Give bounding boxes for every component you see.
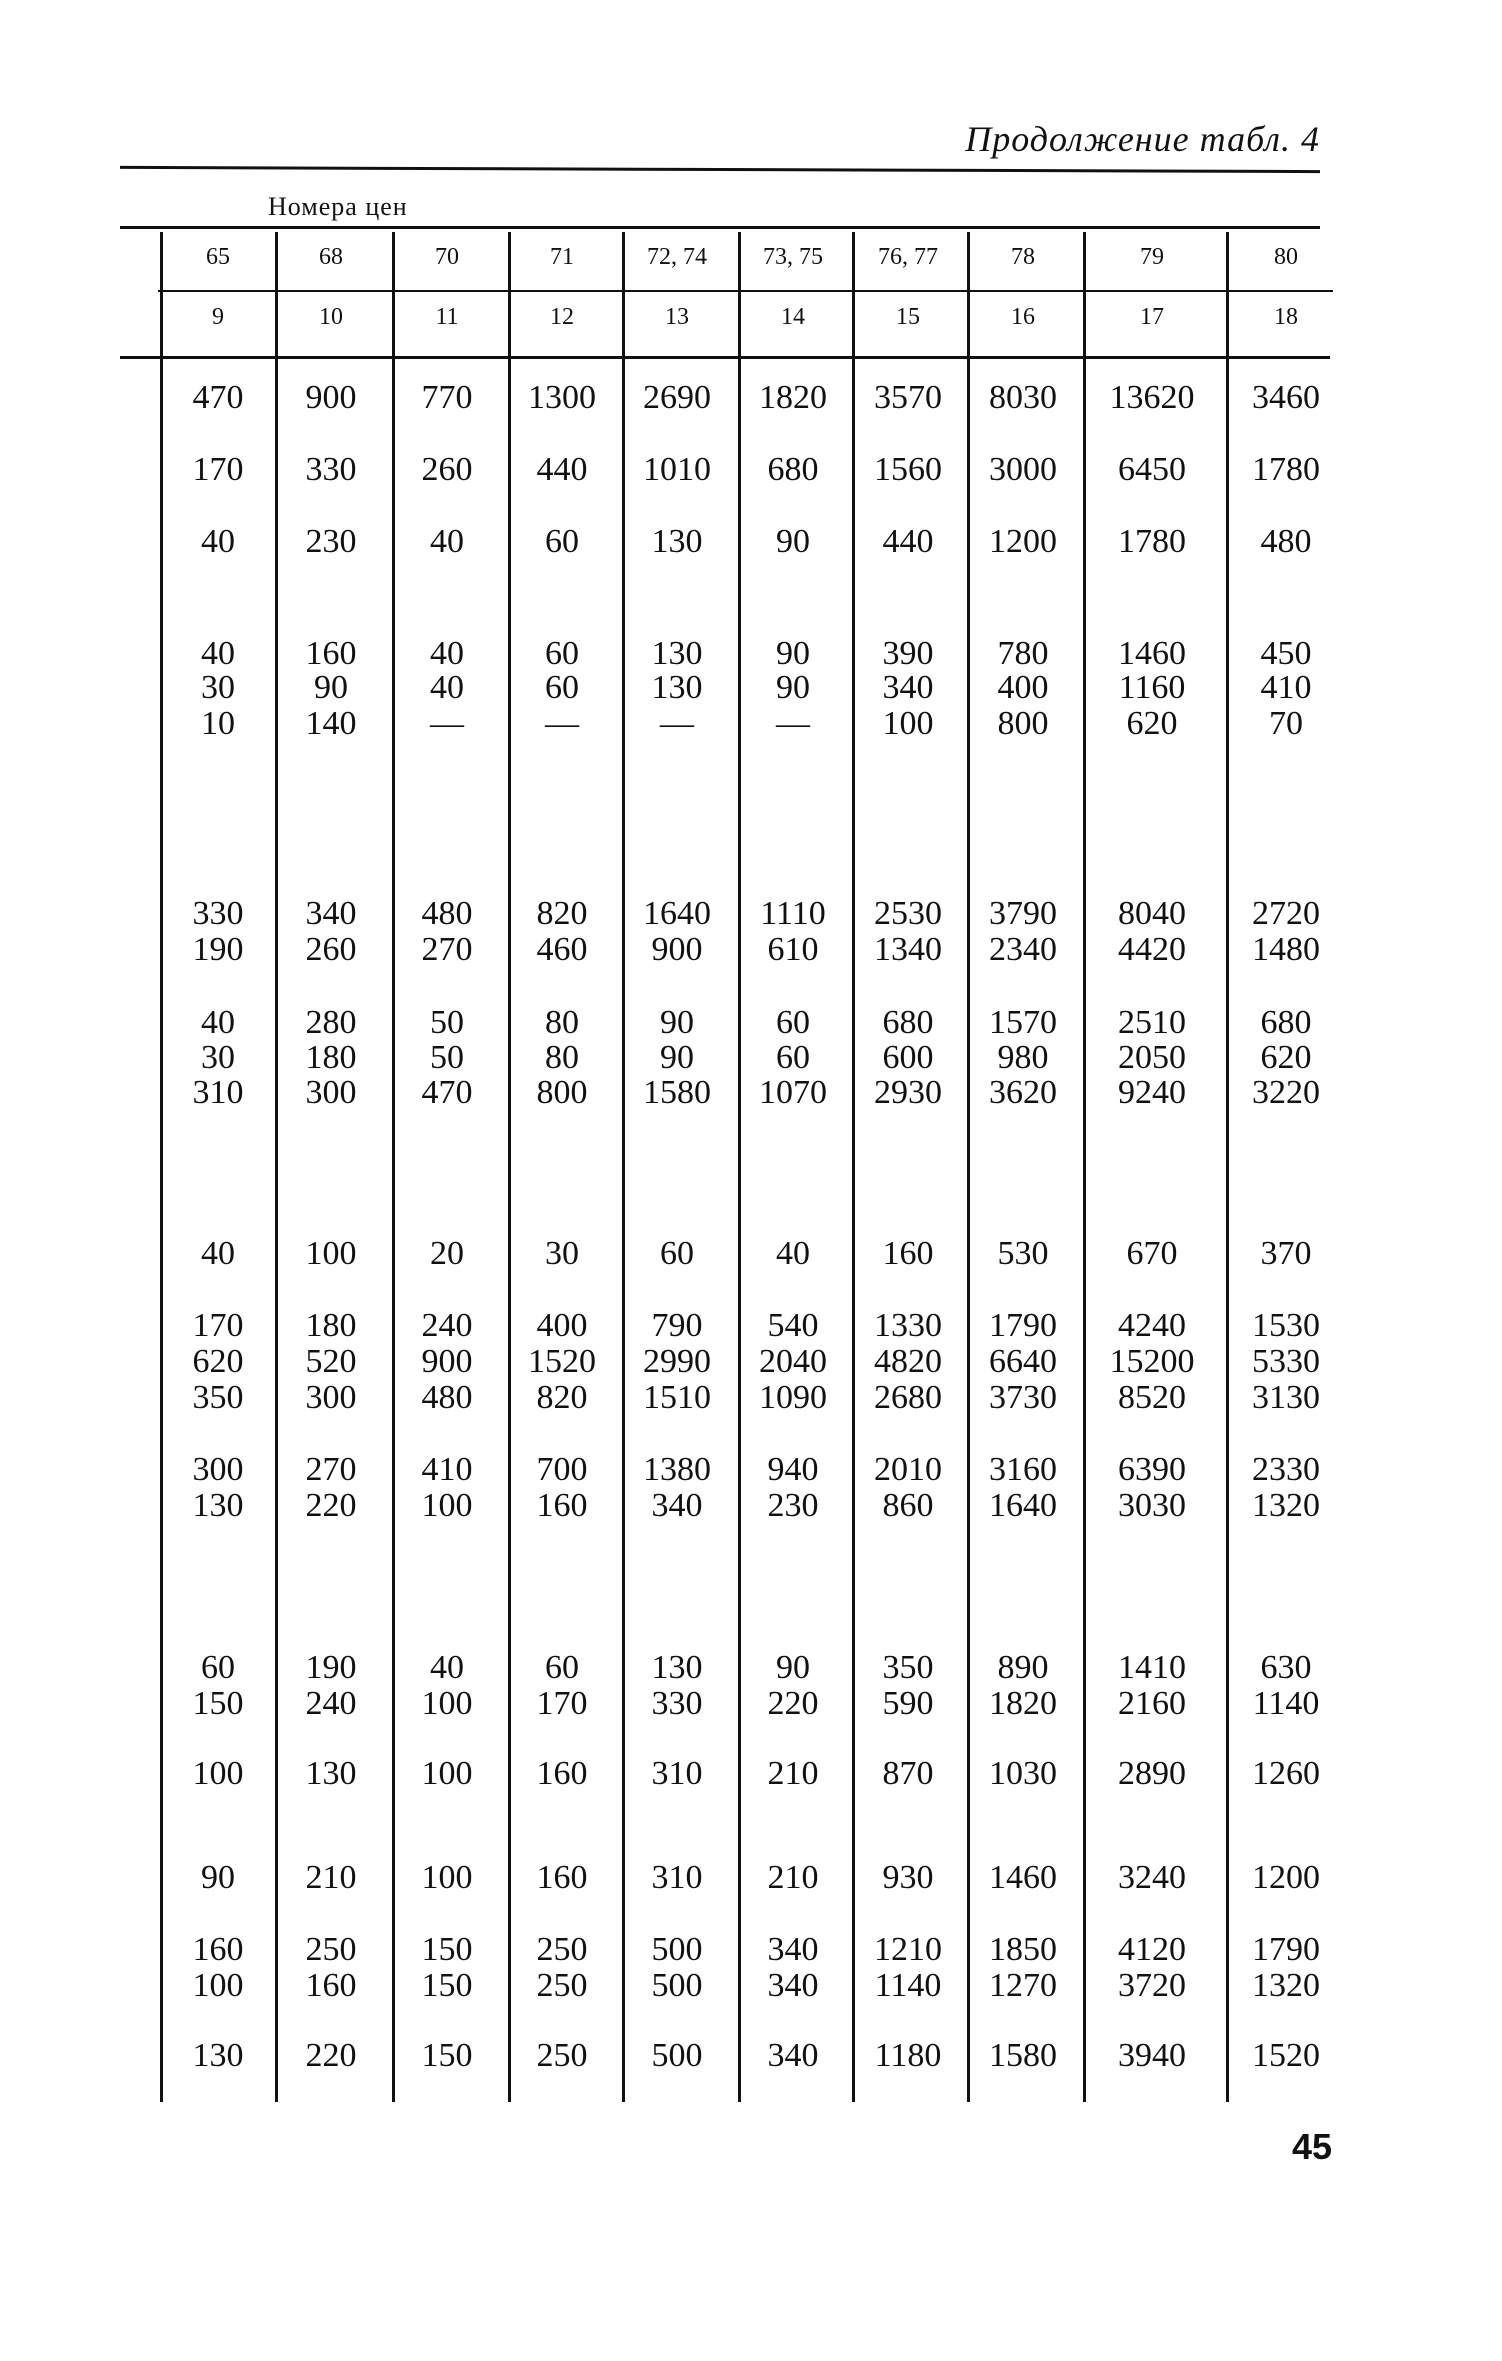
column-header-price-number: 80 xyxy=(1274,244,1298,270)
table-cell: 1180 xyxy=(874,2037,942,2074)
table-cell: 140 xyxy=(305,705,357,742)
column-divider xyxy=(392,232,395,2102)
table-cell: 150 xyxy=(421,2037,473,2074)
table-cell: — xyxy=(545,705,579,742)
column-divider xyxy=(1083,232,1086,2102)
table-cell: 620 xyxy=(1126,705,1178,742)
table-cell: 620 xyxy=(192,1343,244,1380)
column-header-price-number: 70 xyxy=(435,244,459,270)
table-cell: 1030 xyxy=(989,1755,1057,1792)
table-cell: 530 xyxy=(997,1235,1049,1272)
table-cell: 160 xyxy=(536,1859,588,1896)
table-cell: 1480 xyxy=(1252,931,1320,968)
table-cell: 6450 xyxy=(1118,451,1186,488)
table-cell: 50 xyxy=(430,1004,464,1041)
table-cell: 1850 xyxy=(989,1931,1057,1968)
table-cell: 210 xyxy=(767,1859,819,1896)
table-cell: 100 xyxy=(192,1755,244,1792)
table-cell: 160 xyxy=(536,1487,588,1524)
table-cell: 790 xyxy=(651,1307,703,1344)
table-cell: 1570 xyxy=(989,1004,1057,1041)
table-cell: 6640 xyxy=(989,1343,1057,1380)
table-cell: 130 xyxy=(192,2037,244,2074)
table-cell: 2990 xyxy=(643,1343,711,1380)
table-cell: 9240 xyxy=(1118,1074,1186,1111)
table-cell: 90 xyxy=(314,669,348,706)
column-header-price-number: 71 xyxy=(550,244,574,270)
table-cell: 90 xyxy=(776,523,810,560)
table-cell: 1340 xyxy=(874,931,942,968)
table-cell: 130 xyxy=(305,1755,357,1792)
table-cell: 8520 xyxy=(1118,1379,1186,1416)
table-cell: 60 xyxy=(660,1235,694,1272)
table-caption: Продолжение табл. 4 xyxy=(965,119,1320,159)
table-cell: 1320 xyxy=(1252,1967,1320,2004)
table-cell: 260 xyxy=(421,451,473,488)
table-cell: 340 xyxy=(767,1931,819,1968)
table-cell: 2340 xyxy=(989,931,1057,968)
table-cell: 3790 xyxy=(989,895,1057,932)
table-cell: 40 xyxy=(201,523,235,560)
table-cell: 820 xyxy=(536,1379,588,1416)
table-cell: 160 xyxy=(882,1235,934,1272)
column-divider xyxy=(967,232,970,2102)
column-header-index: 12 xyxy=(550,304,574,330)
table-cell: 40 xyxy=(430,635,464,672)
table-cell: 80 xyxy=(545,1004,579,1041)
table-cell: — xyxy=(776,705,810,742)
table-cell: 900 xyxy=(421,1343,473,1380)
table-cell: 1140 xyxy=(1252,1685,1320,1722)
table-cell: 520 xyxy=(305,1343,357,1380)
table-cell: 30 xyxy=(545,1235,579,1272)
table-cell: 3130 xyxy=(1252,1379,1320,1416)
table-cell: 100 xyxy=(305,1235,357,1272)
table-cell: 1460 xyxy=(1118,635,1186,672)
table-cell: 300 xyxy=(192,1451,244,1488)
table-cell: 440 xyxy=(882,523,934,560)
table-cell: 460 xyxy=(536,931,588,968)
table-cell: 40 xyxy=(430,523,464,560)
table-cell: 820 xyxy=(536,895,588,932)
table-cell: 270 xyxy=(305,1451,357,1488)
table-cell: 80 xyxy=(545,1039,579,1076)
table-cell: 250 xyxy=(536,1967,588,2004)
table-cell: 1140 xyxy=(874,1967,942,2004)
table-cell: 1110 xyxy=(760,895,826,932)
table-cell: 680 xyxy=(767,451,819,488)
column-header-index: 16 xyxy=(1011,304,1035,330)
table-cell: 2530 xyxy=(874,895,942,932)
table-cell: 60 xyxy=(545,523,579,560)
table-cell: 8030 xyxy=(989,379,1057,416)
table-cell: 500 xyxy=(651,1967,703,2004)
table-cell: 480 xyxy=(1260,523,1312,560)
table-cell: 1070 xyxy=(759,1074,827,1111)
table-cell: 870 xyxy=(882,1755,934,1792)
header-split-rule xyxy=(158,290,1333,292)
table-cell: 340 xyxy=(651,1487,703,1524)
table-cell: 4420 xyxy=(1118,931,1186,968)
table-cell: 240 xyxy=(421,1307,473,1344)
table-cell: 170 xyxy=(192,451,244,488)
table-cell: 1200 xyxy=(989,523,1057,560)
column-divider xyxy=(275,232,278,2102)
table-cell: 1010 xyxy=(643,451,711,488)
table-cell: 1790 xyxy=(1252,1931,1320,1968)
table-cell: 680 xyxy=(1260,1004,1312,1041)
column-header-index: 14 xyxy=(781,304,805,330)
table-cell: 300 xyxy=(305,1074,357,1111)
table-cell: 680 xyxy=(882,1004,934,1041)
table-cell: 2040 xyxy=(759,1343,827,1380)
table-cell: 40 xyxy=(201,1004,235,1041)
table-cell: 1640 xyxy=(989,1487,1057,1524)
table-cell: 60 xyxy=(776,1004,810,1041)
table-cell: 330 xyxy=(192,895,244,932)
table-cell: 40 xyxy=(430,669,464,706)
table-cell: 130 xyxy=(192,1487,244,1524)
column-divider xyxy=(852,232,855,2102)
table-cell: 1780 xyxy=(1252,451,1320,488)
column-header-index: 9 xyxy=(212,304,224,330)
table-cell: 70 xyxy=(1269,705,1303,742)
table-cell: 340 xyxy=(767,2037,819,2074)
table-cell: 20 xyxy=(430,1235,464,1272)
table-cell: 2890 xyxy=(1118,1755,1186,1792)
table-cell: 1820 xyxy=(989,1685,1057,1722)
table-cell: 270 xyxy=(421,931,473,968)
table-cell: 220 xyxy=(305,1487,357,1524)
table-cell: 150 xyxy=(421,1931,473,1968)
table-cell: 4120 xyxy=(1118,1931,1186,1968)
table-cell: 230 xyxy=(305,523,357,560)
table-cell: 130 xyxy=(651,1649,703,1686)
table-cell: 1560 xyxy=(874,451,942,488)
table-cell: 1160 xyxy=(1118,669,1186,706)
table-cell: 3730 xyxy=(989,1379,1057,1416)
table-cell: 770 xyxy=(421,379,473,416)
table-cell: 40 xyxy=(776,1235,810,1272)
table-cell: 1330 xyxy=(874,1307,942,1344)
table-cell: 1520 xyxy=(528,1343,596,1380)
table-cell: 2010 xyxy=(874,1451,942,1488)
table-cell: 310 xyxy=(192,1074,244,1111)
table-cell: 620 xyxy=(1260,1039,1312,1076)
table-cell: 4820 xyxy=(874,1343,942,1380)
table-cell: 5330 xyxy=(1252,1343,1320,1380)
table-cell: 100 xyxy=(421,1685,473,1722)
table-cell: 210 xyxy=(767,1755,819,1792)
table-cell: 3460 xyxy=(1252,379,1320,416)
column-divider xyxy=(1226,232,1229,2102)
table-cell: 240 xyxy=(305,1685,357,1722)
column-header-index: 17 xyxy=(1140,304,1164,330)
table-cell: 250 xyxy=(536,1931,588,1968)
table-cell: 330 xyxy=(651,1685,703,1722)
table-cell: 1210 xyxy=(874,1931,942,1968)
table-cell: 1320 xyxy=(1252,1487,1320,1524)
table-cell: 210 xyxy=(305,1859,357,1896)
column-divider xyxy=(622,232,625,2102)
table-cell: 410 xyxy=(1260,669,1312,706)
table-cell: 3240 xyxy=(1118,1859,1186,1896)
column-header-price-number: 72, 74 xyxy=(647,244,707,270)
table-cell: 13620 xyxy=(1109,379,1195,416)
column-header-price-number: 76, 77 xyxy=(878,244,938,270)
table-cell: 980 xyxy=(997,1039,1049,1076)
table-cell: 15200 xyxy=(1109,1343,1195,1380)
table-cell: 150 xyxy=(192,1685,244,1722)
table-cell: 330 xyxy=(305,451,357,488)
column-divider xyxy=(160,232,163,2102)
table-cell: 220 xyxy=(767,1685,819,1722)
table-cell: 220 xyxy=(305,2037,357,2074)
table-cell: 90 xyxy=(776,669,810,706)
table-cell: 90 xyxy=(776,1649,810,1686)
table-cell: 130 xyxy=(651,523,703,560)
table-cell: 370 xyxy=(1260,1235,1312,1272)
table-cell: 1820 xyxy=(759,379,827,416)
table-cell: 3220 xyxy=(1252,1074,1320,1111)
table-cell: 170 xyxy=(192,1307,244,1344)
table-cell: 800 xyxy=(997,705,1049,742)
table-cell: 100 xyxy=(421,1487,473,1524)
table-cell: 2720 xyxy=(1252,895,1320,932)
table-cell: 250 xyxy=(305,1931,357,1968)
table-cell: 280 xyxy=(305,1004,357,1041)
table-cell: 3030 xyxy=(1118,1487,1186,1524)
table-cell: 60 xyxy=(776,1039,810,1076)
table-cell: 1790 xyxy=(989,1307,1057,1344)
table-cell: 440 xyxy=(536,451,588,488)
table-cell: 480 xyxy=(421,1379,473,1416)
table-cell: 100 xyxy=(421,1755,473,1792)
table-cell: 900 xyxy=(305,379,357,416)
table-cell: 3940 xyxy=(1118,2037,1186,2074)
table-cell: 130 xyxy=(651,635,703,672)
table-cell: 800 xyxy=(536,1074,588,1111)
table-cell: 3570 xyxy=(874,379,942,416)
table-cell: 1580 xyxy=(989,2037,1057,2074)
table-cell: 4240 xyxy=(1118,1307,1186,1344)
table-cell: 1200 xyxy=(1252,1859,1320,1896)
table-cell: 310 xyxy=(651,1859,703,1896)
table-cell: 1780 xyxy=(1118,523,1186,560)
table-cell: 300 xyxy=(305,1379,357,1416)
table-cell: 410 xyxy=(421,1451,473,1488)
table-cell: 2160 xyxy=(1118,1685,1186,1722)
table-cell: 250 xyxy=(536,2037,588,2074)
column-divider xyxy=(738,232,741,2102)
table-cell: 90 xyxy=(660,1039,694,1076)
table-cell: 2050 xyxy=(1118,1039,1186,1076)
table-cell: 480 xyxy=(421,895,473,932)
table-cell: 1410 xyxy=(1118,1649,1186,1686)
table-cell: 340 xyxy=(305,895,357,932)
table-cell: 670 xyxy=(1126,1235,1178,1272)
table-cell: 180 xyxy=(305,1307,357,1344)
column-header-price-number: 65 xyxy=(206,244,230,270)
table-cell: 100 xyxy=(421,1859,473,1896)
table-cell: 1510 xyxy=(643,1379,711,1416)
table-cell: 1270 xyxy=(989,1967,1057,2004)
column-header-price-number: 79 xyxy=(1140,244,1164,270)
table-cell: 60 xyxy=(201,1649,235,1686)
table-cell: 90 xyxy=(201,1859,235,1896)
table-cell: 6390 xyxy=(1118,1451,1186,1488)
table-cell: 230 xyxy=(767,1487,819,1524)
table-cell: 390 xyxy=(882,635,934,672)
table-cell: 350 xyxy=(192,1379,244,1416)
column-header-price-number: 68 xyxy=(319,244,343,270)
table-cell: 160 xyxy=(536,1755,588,1792)
table-cell: 400 xyxy=(536,1307,588,1344)
table-cell: 30 xyxy=(201,1039,235,1076)
table-cell: 180 xyxy=(305,1039,357,1076)
table-cell: 2930 xyxy=(874,1074,942,1111)
table-cell: 160 xyxy=(305,1967,357,2004)
table-cell: 500 xyxy=(651,1931,703,1968)
table-cell: 780 xyxy=(997,635,1049,672)
table-cell: 900 xyxy=(651,931,703,968)
table-cell: 340 xyxy=(882,669,934,706)
table-cell: 340 xyxy=(767,1967,819,2004)
table-cell: 2330 xyxy=(1252,1451,1320,1488)
table-cell: 630 xyxy=(1260,1649,1312,1686)
table-cell: 610 xyxy=(767,931,819,968)
table-cell: 60 xyxy=(545,635,579,672)
header-bottom-rule xyxy=(120,356,1330,359)
table-cell: 860 xyxy=(882,1487,934,1524)
table-cell: 3620 xyxy=(989,1074,1057,1111)
table-cell: 60 xyxy=(545,669,579,706)
table-cell: 3160 xyxy=(989,1451,1057,1488)
table-cell: 2510 xyxy=(1118,1004,1186,1041)
column-header-index: 18 xyxy=(1274,304,1298,330)
table-cell: 450 xyxy=(1260,635,1312,672)
table-cell: 1260 xyxy=(1252,1755,1320,1792)
table-cell: 350 xyxy=(882,1649,934,1686)
column-header-index: 15 xyxy=(896,304,920,330)
table-cell: 310 xyxy=(651,1755,703,1792)
table-cell: 130 xyxy=(651,669,703,706)
table-cell: 30 xyxy=(201,669,235,706)
table-cell: 1530 xyxy=(1252,1307,1320,1344)
table-cell: 40 xyxy=(201,635,235,672)
column-header-price-number: 73, 75 xyxy=(763,244,823,270)
table-cell: 2680 xyxy=(874,1379,942,1416)
table-cell: 40 xyxy=(201,1235,235,1272)
table-cell: 100 xyxy=(882,705,934,742)
column-divider xyxy=(508,232,511,2102)
table-cell: 1460 xyxy=(989,1859,1057,1896)
page-number: 45 xyxy=(1291,2126,1332,2167)
table-cell: — xyxy=(660,705,694,742)
table-cell: 190 xyxy=(305,1649,357,1686)
group-rule xyxy=(120,226,1320,229)
table-cell: 470 xyxy=(192,379,244,416)
column-header-index: 13 xyxy=(665,304,689,330)
table-cell: 60 xyxy=(545,1649,579,1686)
table-cell: 1580 xyxy=(643,1074,711,1111)
table-cell: 190 xyxy=(192,931,244,968)
table-cell: 700 xyxy=(536,1451,588,1488)
table-cell: 600 xyxy=(882,1039,934,1076)
table-cell: 1300 xyxy=(528,379,596,416)
table-cell: 1640 xyxy=(643,895,711,932)
table-cell: 2690 xyxy=(643,379,711,416)
table-cell: 890 xyxy=(997,1649,1049,1686)
column-header-index: 10 xyxy=(319,304,343,330)
table-cell: 160 xyxy=(192,1931,244,1968)
table-cell: 260 xyxy=(305,931,357,968)
column-group-label: Номера цен xyxy=(268,192,408,221)
top-rule xyxy=(120,166,1320,173)
table-cell: 470 xyxy=(421,1074,473,1111)
table-cell: 40 xyxy=(430,1649,464,1686)
table-cell: 50 xyxy=(430,1039,464,1076)
table-cell: 3720 xyxy=(1118,1967,1186,2004)
table-cell: 1090 xyxy=(759,1379,827,1416)
table-cell: 170 xyxy=(536,1685,588,1722)
table-cell: 10 xyxy=(201,705,235,742)
table-cell: 90 xyxy=(776,635,810,672)
table-cell: 100 xyxy=(192,1967,244,2004)
column-header-index: 11 xyxy=(435,304,459,330)
table-cell: — xyxy=(430,705,464,742)
table-cell: 8040 xyxy=(1118,895,1186,932)
table-cell: 590 xyxy=(882,1685,934,1722)
table-cell: 500 xyxy=(651,2037,703,2074)
table-cell: 540 xyxy=(767,1307,819,1344)
table-cell: 150 xyxy=(421,1967,473,2004)
table-cell: 160 xyxy=(305,635,357,672)
table-cell: 90 xyxy=(660,1004,694,1041)
table-cell: 3000 xyxy=(989,451,1057,488)
table-cell: 1380 xyxy=(643,1451,711,1488)
column-header-price-number: 78 xyxy=(1011,244,1035,270)
table-cell: 940 xyxy=(767,1451,819,1488)
table-cell: 400 xyxy=(997,669,1049,706)
table-cell: 1520 xyxy=(1252,2037,1320,2074)
table-cell: 930 xyxy=(882,1859,934,1896)
